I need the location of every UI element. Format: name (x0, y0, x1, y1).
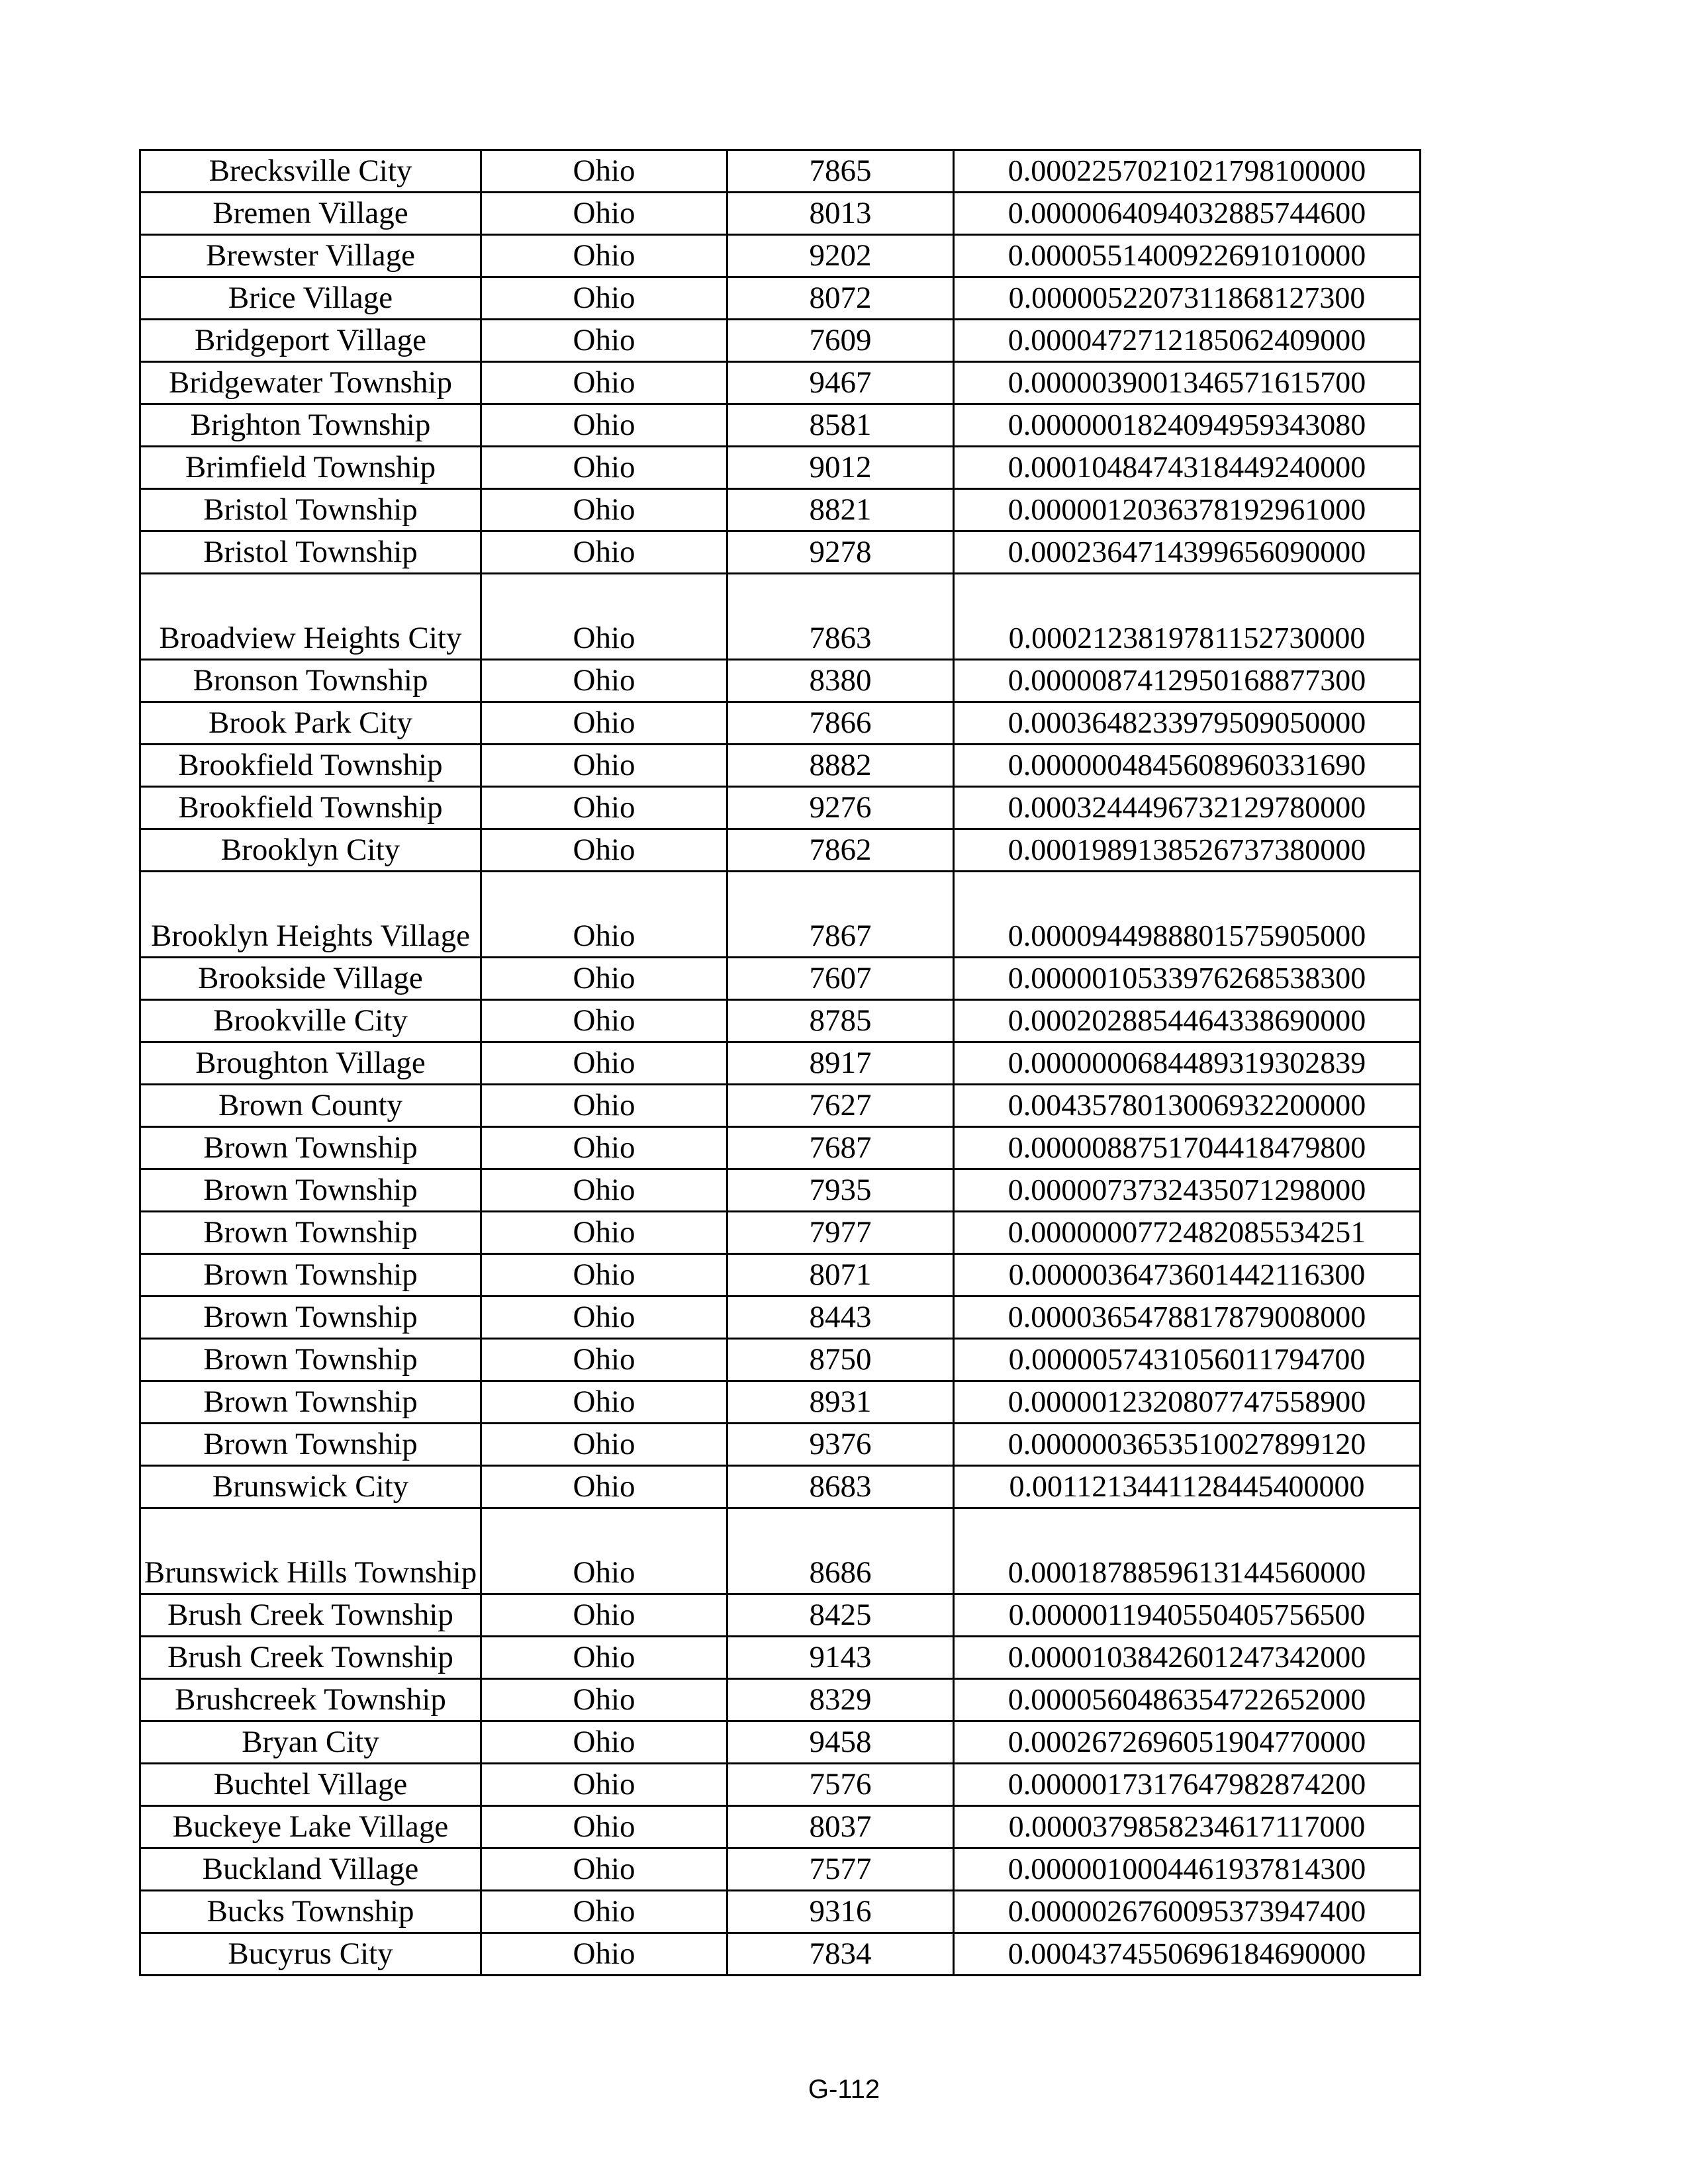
table-row (140, 872, 1421, 958)
state-cell: Ohio (481, 1169, 727, 1212)
allocation-value-cell: 0.0003648233979509050000 (954, 702, 1421, 745)
code-cell: 7687 (727, 1127, 954, 1169)
table-row (140, 1891, 1421, 1933)
code-cell: 8013 (727, 193, 954, 235)
state-cell: Ohio (481, 1933, 727, 1976)
state-cell: Ohio (481, 787, 727, 829)
code-cell: 7577 (727, 1848, 954, 1891)
table-row (140, 787, 1421, 829)
municipality-name-cell: Brown Township (140, 1169, 481, 1212)
state-cell: Ohio (481, 277, 727, 320)
code-cell: 8683 (727, 1466, 954, 1508)
allocation-value-cell: 0.0000012320807747558900 (954, 1381, 1421, 1424)
table-row (140, 531, 1421, 574)
table-row (140, 1637, 1421, 1679)
table-row (140, 489, 1421, 531)
allocation-value-cell: 0.0003244496732129780000 (954, 787, 1421, 829)
allocation-value-cell: 0.0004374550696184690000 (954, 1933, 1421, 1976)
municipality-name-cell: Brush Creek Township (140, 1637, 481, 1679)
allocation-value-cell: 0.0000001824094959343080 (954, 404, 1421, 447)
allocation-value-cell: 0.0000057431056011794700 (954, 1339, 1421, 1381)
allocation-value-cell: 0.0000073732435071298000 (954, 1169, 1421, 1212)
code-cell: 7834 (727, 1933, 954, 1976)
table-row (140, 958, 1421, 1000)
state-cell: Ohio (481, 1891, 727, 1933)
allocation-value-cell: 0.0002028854464338690000 (954, 1000, 1421, 1042)
municipality-name-cell: Brookville City (140, 1000, 481, 1042)
table-row (140, 320, 1421, 362)
code-cell: 9012 (727, 447, 954, 489)
allocation-value-cell: 0.0002672696051904770000 (954, 1721, 1421, 1764)
allocation-value-cell: 0.0000379858234617117000 (954, 1806, 1421, 1848)
table-row (140, 1594, 1421, 1637)
code-cell: 7607 (727, 958, 954, 1000)
municipality-name-cell: Buckeye Lake Village (140, 1806, 481, 1848)
code-cell: 8750 (727, 1339, 954, 1381)
allocation-value-cell: 0.0000000684489319302839 (954, 1042, 1421, 1085)
municipality-name-cell: Bridgewater Township (140, 362, 481, 404)
state-cell: Ohio (481, 1466, 727, 1508)
municipality-name-cell: Brown County (140, 1085, 481, 1127)
state-cell: Ohio (481, 1594, 727, 1637)
code-cell: 8821 (727, 489, 954, 531)
code-cell: 7935 (727, 1169, 954, 1212)
allocation-value-cell: 0.0000551400922691010000 (954, 235, 1421, 277)
state-cell: Ohio (481, 1297, 727, 1339)
municipality-name-cell: Brown Township (140, 1212, 481, 1254)
page-number: G-112 (808, 2075, 880, 2104)
table-row (140, 447, 1421, 489)
allocation-value-cell: 0.0000560486354722652000 (954, 1679, 1421, 1721)
state-cell: Ohio (481, 660, 727, 702)
state-cell: Ohio (481, 872, 727, 958)
municipality-name-cell: Bristol Township (140, 531, 481, 574)
municipality-name-cell: Buckland Village (140, 1848, 481, 1891)
allocation-value-cell: 0.0000472712185062409000 (954, 320, 1421, 362)
table-row (140, 362, 1421, 404)
state-cell: Ohio (481, 1254, 727, 1297)
table-row (140, 1254, 1421, 1297)
allocation-value-cell: 0.0001878859613144560000 (954, 1508, 1421, 1594)
table-row (140, 1721, 1421, 1764)
table-body (140, 150, 1421, 1976)
municipality-name-cell: Brown Township (140, 1254, 481, 1297)
code-cell: 8037 (727, 1806, 954, 1848)
allocation-value-cell: 0.0000064094032885744600 (954, 193, 1421, 235)
state-cell: Ohio (481, 1127, 727, 1169)
municipality-name-cell: Bucyrus City (140, 1933, 481, 1976)
allocation-value-cell: 0.0002257021021798100000 (954, 150, 1421, 193)
municipality-name-cell: Brown Township (140, 1297, 481, 1339)
table-row (140, 1466, 1421, 1508)
table-row (140, 1085, 1421, 1127)
state-cell: Ohio (481, 1637, 727, 1679)
state-cell: Ohio (481, 235, 727, 277)
municipality-name-cell: Brookfield Township (140, 787, 481, 829)
allocation-value-cell: 0.0000052207311868127300 (954, 277, 1421, 320)
municipality-name-cell: Brown Township (140, 1424, 481, 1466)
code-cell: 8443 (727, 1297, 954, 1339)
state-cell: Ohio (481, 1424, 727, 1466)
table-row (140, 150, 1421, 193)
table-row (140, 1339, 1421, 1381)
state-cell: Ohio (481, 829, 727, 872)
municipality-name-cell: Brookside Village (140, 958, 481, 1000)
allocation-table (139, 149, 1421, 1976)
state-cell: Ohio (481, 489, 727, 531)
municipality-name-cell: Brunswick Hills Township (140, 1508, 481, 1594)
state-cell: Ohio (481, 958, 727, 1000)
state-cell: Ohio (481, 1381, 727, 1424)
table-row (140, 1508, 1421, 1594)
table-row (140, 1848, 1421, 1891)
table-row (140, 235, 1421, 277)
state-cell: Ohio (481, 745, 727, 787)
table-row (140, 193, 1421, 235)
municipality-name-cell: Bristol Township (140, 489, 481, 531)
state-cell: Ohio (481, 150, 727, 193)
municipality-name-cell: Broadview Heights City (140, 574, 481, 660)
code-cell: 8931 (727, 1381, 954, 1424)
state-cell: Ohio (481, 1679, 727, 1721)
allocation-value-cell: 0.0000012036378192961000 (954, 489, 1421, 531)
municipality-name-cell: Brooklyn Heights Village (140, 872, 481, 958)
municipality-name-cell: Buchtel Village (140, 1764, 481, 1806)
municipality-name-cell: Brown Township (140, 1381, 481, 1424)
code-cell: 8882 (727, 745, 954, 787)
table-row (140, 1000, 1421, 1042)
allocation-value-cell: 0.0000087412950168877300 (954, 660, 1421, 702)
municipality-name-cell: Brushcreek Township (140, 1679, 481, 1721)
code-cell: 7865 (727, 150, 954, 193)
table-row (140, 277, 1421, 320)
code-cell: 7862 (727, 829, 954, 872)
code-cell: 8917 (727, 1042, 954, 1085)
municipality-name-cell: Brighton Township (140, 404, 481, 447)
state-cell: Ohio (481, 1085, 727, 1127)
allocation-value-cell: 0.0000010533976268538300 (954, 958, 1421, 1000)
municipality-name-cell: Bridgeport Village (140, 320, 481, 362)
table-row (140, 660, 1421, 702)
code-cell: 7627 (727, 1085, 954, 1127)
state-cell: Ohio (481, 447, 727, 489)
state-cell: Ohio (481, 1806, 727, 1848)
code-cell: 9143 (727, 1637, 954, 1679)
table-row (140, 1381, 1421, 1424)
code-cell: 8072 (727, 277, 954, 320)
code-cell: 9458 (727, 1721, 954, 1764)
state-cell: Ohio (481, 574, 727, 660)
municipality-name-cell: Brewster Village (140, 235, 481, 277)
code-cell: 7863 (727, 574, 954, 660)
allocation-value-cell: 0.0000036473601442116300 (954, 1254, 1421, 1297)
code-cell: 8581 (727, 404, 954, 447)
allocation-value-cell: 0.0000026760095373947400 (954, 1891, 1421, 1933)
state-cell: Ohio (481, 531, 727, 574)
code-cell: 9278 (727, 531, 954, 574)
state-cell: Ohio (481, 702, 727, 745)
allocation-value-cell: 0.0000017317647982874200 (954, 1764, 1421, 1806)
code-cell: 8071 (727, 1254, 954, 1297)
code-cell: 9276 (727, 787, 954, 829)
code-cell: 8785 (727, 1000, 954, 1042)
table-row (140, 1169, 1421, 1212)
allocation-value-cell: 0.0043578013006932200000 (954, 1085, 1421, 1127)
municipality-name-cell: Broughton Village (140, 1042, 481, 1085)
allocation-value-cell: 0.0001989138526737380000 (954, 829, 1421, 872)
allocation-value-cell: 0.0000004845608960331690 (954, 745, 1421, 787)
code-cell: 9467 (727, 362, 954, 404)
municipality-name-cell: Brooklyn City (140, 829, 481, 872)
table-row (140, 574, 1421, 660)
code-cell: 7866 (727, 702, 954, 745)
table-row (140, 745, 1421, 787)
state-cell: Ohio (481, 1000, 727, 1042)
municipality-name-cell: Brecksville City (140, 150, 481, 193)
table-row (140, 1297, 1421, 1339)
table-row (140, 1806, 1421, 1848)
allocation-value-cell: 0.0011213441128445400000 (954, 1466, 1421, 1508)
table-row (140, 1764, 1421, 1806)
allocation-value-cell: 0.0002123819781152730000 (954, 574, 1421, 660)
code-cell: 9202 (727, 235, 954, 277)
code-cell: 7977 (727, 1212, 954, 1254)
state-cell: Ohio (481, 362, 727, 404)
code-cell: 8686 (727, 1508, 954, 1594)
code-cell: 7609 (727, 320, 954, 362)
municipality-name-cell: Brunswick City (140, 1466, 481, 1508)
municipality-name-cell: Bremen Village (140, 193, 481, 235)
table-row (140, 1127, 1421, 1169)
table-row (140, 1424, 1421, 1466)
allocation-value-cell: 0.0000365478817879008000 (954, 1297, 1421, 1339)
allocation-value-cell: 0.0000003653510027899120 (954, 1424, 1421, 1466)
municipality-name-cell: Brook Park City (140, 702, 481, 745)
allocation-value-cell: 0.0000010004461937814300 (954, 1848, 1421, 1891)
allocation-value-cell: 0.0000103842601247342000 (954, 1637, 1421, 1679)
state-cell: Ohio (481, 1764, 727, 1806)
municipality-name-cell: Brown Township (140, 1339, 481, 1381)
state-cell: Ohio (481, 193, 727, 235)
municipality-name-cell: Brice Village (140, 277, 481, 320)
state-cell: Ohio (481, 1339, 727, 1381)
municipality-name-cell: Brown Township (140, 1127, 481, 1169)
state-cell: Ohio (481, 1042, 727, 1085)
table-row (140, 829, 1421, 872)
table-row (140, 404, 1421, 447)
code-cell: 8425 (727, 1594, 954, 1637)
code-cell: 9376 (727, 1424, 954, 1466)
municipality-name-cell: Bryan City (140, 1721, 481, 1764)
allocation-value-cell: 0.0000944988801575905000 (954, 872, 1421, 958)
municipality-name-cell: Brookfield Township (140, 745, 481, 787)
municipality-name-cell: Brush Creek Township (140, 1594, 481, 1637)
code-cell: 9316 (727, 1891, 954, 1933)
allocation-value-cell: 0.0001048474318449240000 (954, 447, 1421, 489)
allocation-value-cell: 0.0000039001346571615700 (954, 362, 1421, 404)
table-row (140, 1679, 1421, 1721)
municipality-name-cell: Brimfield Township (140, 447, 481, 489)
table-row (140, 1933, 1421, 1976)
state-cell: Ohio (481, 320, 727, 362)
allocation-value-cell: 0.0000011940550405756500 (954, 1594, 1421, 1637)
code-cell: 7576 (727, 1764, 954, 1806)
allocation-value-cell: 0.0002364714399656090000 (954, 531, 1421, 574)
state-cell: Ohio (481, 1721, 727, 1764)
state-cell: Ohio (481, 1508, 727, 1594)
municipality-name-cell: Bronson Township (140, 660, 481, 702)
table-row (140, 702, 1421, 745)
municipality-name-cell: Bucks Township (140, 1891, 481, 1933)
table-row (140, 1042, 1421, 1085)
allocation-value-cell: 0.0000000772482085534251 (954, 1212, 1421, 1254)
code-cell: 8329 (727, 1679, 954, 1721)
state-cell: Ohio (481, 1212, 727, 1254)
code-cell: 8380 (727, 660, 954, 702)
code-cell: 7867 (727, 872, 954, 958)
allocation-value-cell: 0.0000088751704418479800 (954, 1127, 1421, 1169)
state-cell: Ohio (481, 1848, 727, 1891)
table-row (140, 1212, 1421, 1254)
state-cell: Ohio (481, 404, 727, 447)
